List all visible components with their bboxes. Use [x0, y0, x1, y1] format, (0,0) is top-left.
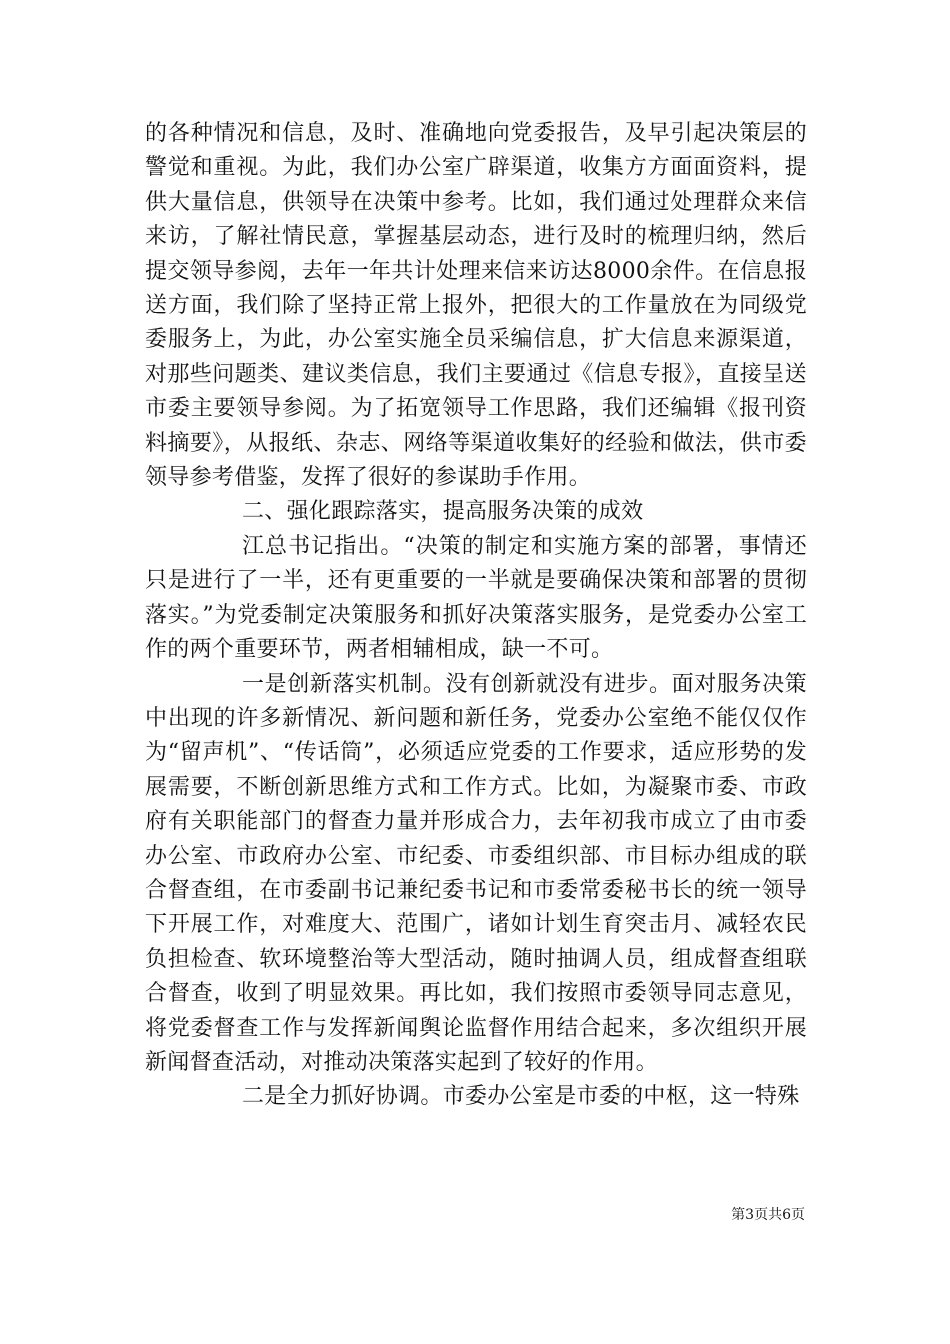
paragraph-innovation: 一是创新落实机制。没有创新就没有进步。面对服务决策中出现的许多新情况、新问题和新任务，党委办公室绝不能仅仅作为“留声机”、“传话筒”，必须适应党委的工作要求，适应形势的发展需要，不断创新思维方式和工作方式。比如，为凝聚市委、市政府有关职能部门的督查力量并形成合力，去年初我市成立了由市委办公室、市政府办公室、市纪委、市委组织部、市目标办组成的联合督查组，在市委副书记兼纪委书记和市委常委秘书长的统一领导下开展工作，对难度大、范围广，诸如计划生育突击月、减轻农民负担检查、软环境整治等大型活动，随时抽调人员，组成督查组联合督查，收到了明显效果。再比如，我们按照市委领导同志意见，将党委督查工作与发挥新闻舆论监督作用结合起来，多次组织开展新闻督查活动，对推动决策落实起到了较好的作用。 [145, 671, 807, 1075]
paragraph-intro: 的各种情况和信息，及时、准确地向党委报告，及早引起决策层的警觉和重视。为此，我们办公室广辟渠道，收集方方面面资料，提供大量信息，供领导在决策中参考。比如，我们通过处理群众来信来访，了解社情民意，掌握基层动态，进行及时的梳理归纳，然后提交领导参阅，去年一年共计处理来信来访达8000余件。在信息报送方面，我们除了坚持正常上报外，把很大的工作量放在为同级党委服务上，为此，办公室实施全员采编信息，扩大信息来源渠道，对那些问题类、建议类信息，我们主要通过《信息专报》，直接呈送市委主要领导参阅。为了拓宽领导工作思路，我们还编辑《报刊资料摘要》，从报纸、杂志、网络等渠道收集好的经验和做法，供市委领导参考借鉴，发挥了很好的参谋助手作用。 [145, 121, 807, 491]
section-heading: 二、强化跟踪落实，提高服务决策的成效 [242, 499, 644, 525]
paragraph-coordination: 二是全力抓好协调。市委办公室是市委的中枢，这一特殊 [242, 1084, 800, 1110]
document-body [145, 117, 807, 1115]
paragraph-quote: 江总书记指出。“决策的制定和实施方案的部署，事情还只是进行了一半，还有更重要的一半就是要确保决策和部署的贯彻落实。”为党委制定决策服务和抓好决策落实服务，是党委办公室工作的两个重要环节，两者相辅相成，缺一不可。 [145, 533, 807, 663]
page-number: 第3页共6页 [731, 1207, 805, 1223]
